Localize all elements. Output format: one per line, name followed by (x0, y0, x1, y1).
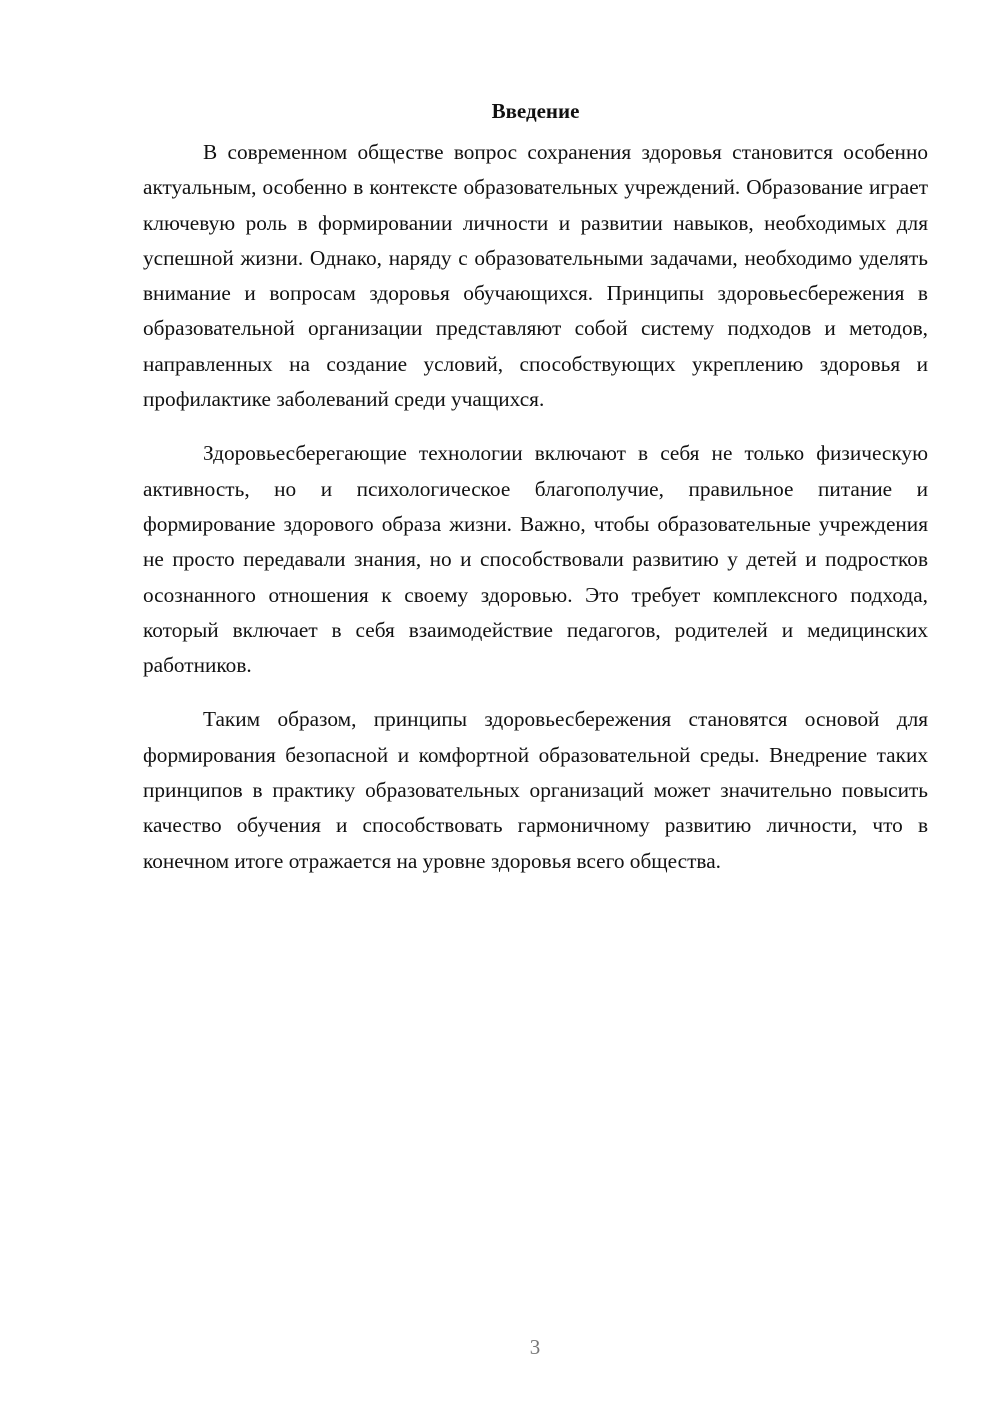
section-title: Введение (491, 99, 580, 123)
paragraph-2: Здоровьесберегающие технологии включают в себя не только физическую активность, но и психологическое благополучие, правильное питание и формирование здорового образа жизни. Важно, чтобы образовательные учреждения не просто передавали знания, но и способствовали развитию у детей и подростков осознанного отношения к своему здоровью. Это требует комплексного подхода, который включает в себя взаимодействие педагогов, родителей и медицинских работников. (143, 441, 928, 678)
paragraph-3: Таким образом, принципы здоровьесбережения становятся основой для формирования безопасной и комфортной образовательной среды. Внедрение таких принципов в практику образовательных организаций может значительно повысить качество обучения и способствовать гармоничному развитию личности, что в конечном итоге отражается на уровне здоровья всего общества. (143, 707, 928, 873)
page-content (143, 97, 928, 898)
paragraph-1: В современном обществе вопрос сохранения здоровья становится особенно актуальным, особенно в контексте образовательных учреждений. Образование играет ключевую роль в формировании личности и развитии навыков, необходимых для успешной жизни. Однако, наряду с образовательными задачами, необходимо уделять внимание и вопросам здоровья обучающихся. Принципы здоровьесбережения в образовательной организации представляют собой систему подходов и методов, направленных на создание условий, способствующих укреплению здоровья и профилактике заболеваний среди учащихся. (143, 140, 928, 412)
page-number: 3 (529, 1335, 541, 1359)
